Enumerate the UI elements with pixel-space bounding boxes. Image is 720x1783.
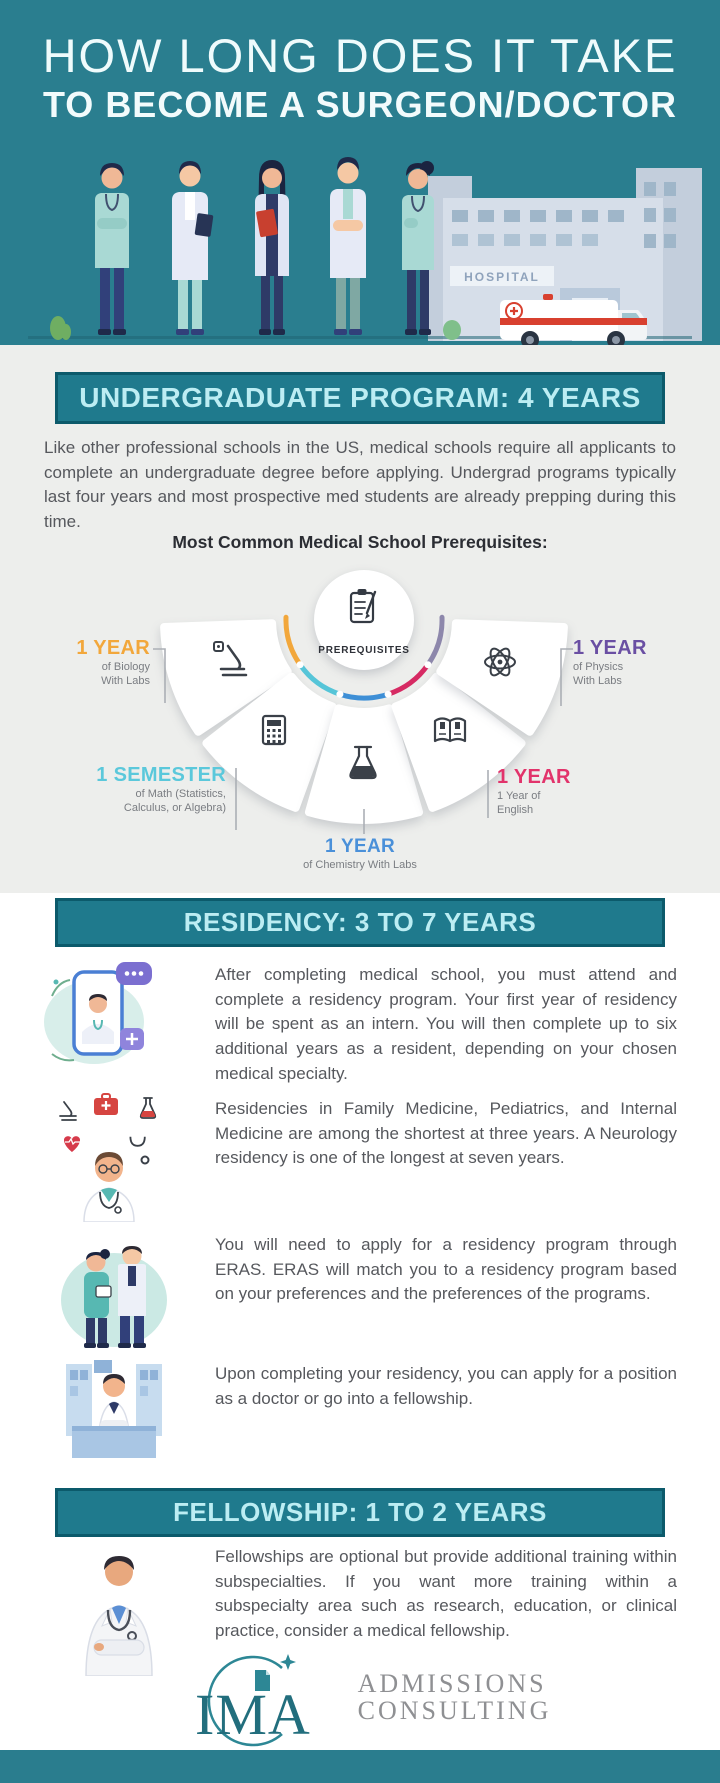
medical-team-hero-illustration [0, 118, 720, 345]
biology-duration: 1 YEAR [76, 637, 150, 659]
undergraduate-banner-label: UNDERGRADUATE PROGRAM: 4 YEARS [79, 382, 641, 413]
page-title-line1: HOW LONG DOES IT TAKE [42, 29, 678, 82]
prereq-label-biology [76, 637, 150, 689]
residency-banner-label: RESIDENCY: 3 TO 7 YEARS [183, 907, 537, 937]
residency-paragraph-1: After completing medical school, you must attend and complete a residency program. Your first year of residency will be spent as an intern. You will then complete up to six additional years as a resident, depending on your chosen medical specialty. [215, 965, 677, 1083]
header-band [0, 0, 720, 345]
residency-paragraph-2: Residencies in Family Medicine, Pediatrics, and Internal Medicine are among the shortest at three years. A Neurology residency is one of the longest at seven years. [215, 1099, 677, 1168]
prereq-label-physics [573, 637, 647, 689]
math-duration: 1 SEMESTER [96, 764, 226, 786]
footer-band [0, 1750, 720, 1783]
fellowship-paragraph: Fellowships are optional but provide additional training within subspecialties. If you want more training within a subspecialty area such as research, education, or clinical practice, consider a medical fellowship. [215, 1547, 677, 1640]
residency-paragraph-3: You will need to apply for a residency program through ERAS. ERAS will match you to a residency program based on your preferences and the preferences of the programs. [215, 1235, 677, 1304]
biology-detail-2: With Labs [101, 675, 150, 688]
prereq-label-math [96, 764, 226, 816]
physics-duration: 1 YEAR [573, 637, 647, 659]
english-duration: 1 YEAR [497, 766, 571, 788]
logo-wordmark [358, 1670, 552, 1725]
doctors-group-art [95, 157, 434, 335]
residency-banner [55, 898, 665, 947]
doctor-position-illustration [64, 1356, 164, 1458]
logo-acronym: IMA [194, 1682, 311, 1747]
english-detail-2: English [497, 804, 534, 817]
telemedicine-illustration [38, 956, 173, 1076]
english-detail-1: 1 Year of [497, 790, 541, 802]
residency-paragraph-4: Upon completing your residency, you can apply for a position as a doctor or go into a fellowship. [215, 1364, 677, 1408]
doctor-specialties-illustration [52, 1090, 167, 1222]
chemistry-detail-1: of Chemistry With Labs [303, 858, 417, 871]
fellowship-banner [55, 1488, 665, 1537]
medical-team-illustration [58, 1228, 170, 1352]
math-detail-1: of Math (Statistics, [135, 788, 226, 800]
logo-line1: ADMISSIONS [357, 1668, 547, 1698]
center-label: PREREQUISITES [318, 645, 410, 656]
fellowship-banner-label: FELLOWSHIP: 1 TO 2 YEARS [173, 1497, 547, 1527]
chemistry-duration: 1 YEAR [324, 836, 396, 857]
biology-detail-1: of Biology [101, 661, 150, 673]
undergraduate-banner [55, 372, 665, 424]
ima-logo [0, 1652, 720, 1748]
star-icon [280, 1654, 296, 1670]
physics-detail-2: With Labs [573, 675, 622, 688]
logo-line2: CONSULTING [357, 1696, 552, 1725]
hospital-sign: HOSPITAL [464, 270, 540, 284]
undergraduate-paragraph: Like other professional schools in the US, medical schools require all applicants to complete an undergraduate degree before applying. Undergrad programs typically last four years and most prospective med students are already prepping during this time. [44, 438, 676, 531]
physics-detail-1: of Physics [573, 661, 624, 673]
prereq-label-english [497, 766, 571, 818]
prerequisites-heading: Most Common Medical School Prerequisites: [172, 532, 548, 552]
ima-logo-mark [169, 1652, 354, 1748]
page-title-line2: TO BECOME A SURGEON/DOCTOR [42, 84, 678, 125]
prereq-label-chemistry [0, 836, 720, 872]
math-detail-2: Calculus, or Algebra) [123, 802, 226, 815]
